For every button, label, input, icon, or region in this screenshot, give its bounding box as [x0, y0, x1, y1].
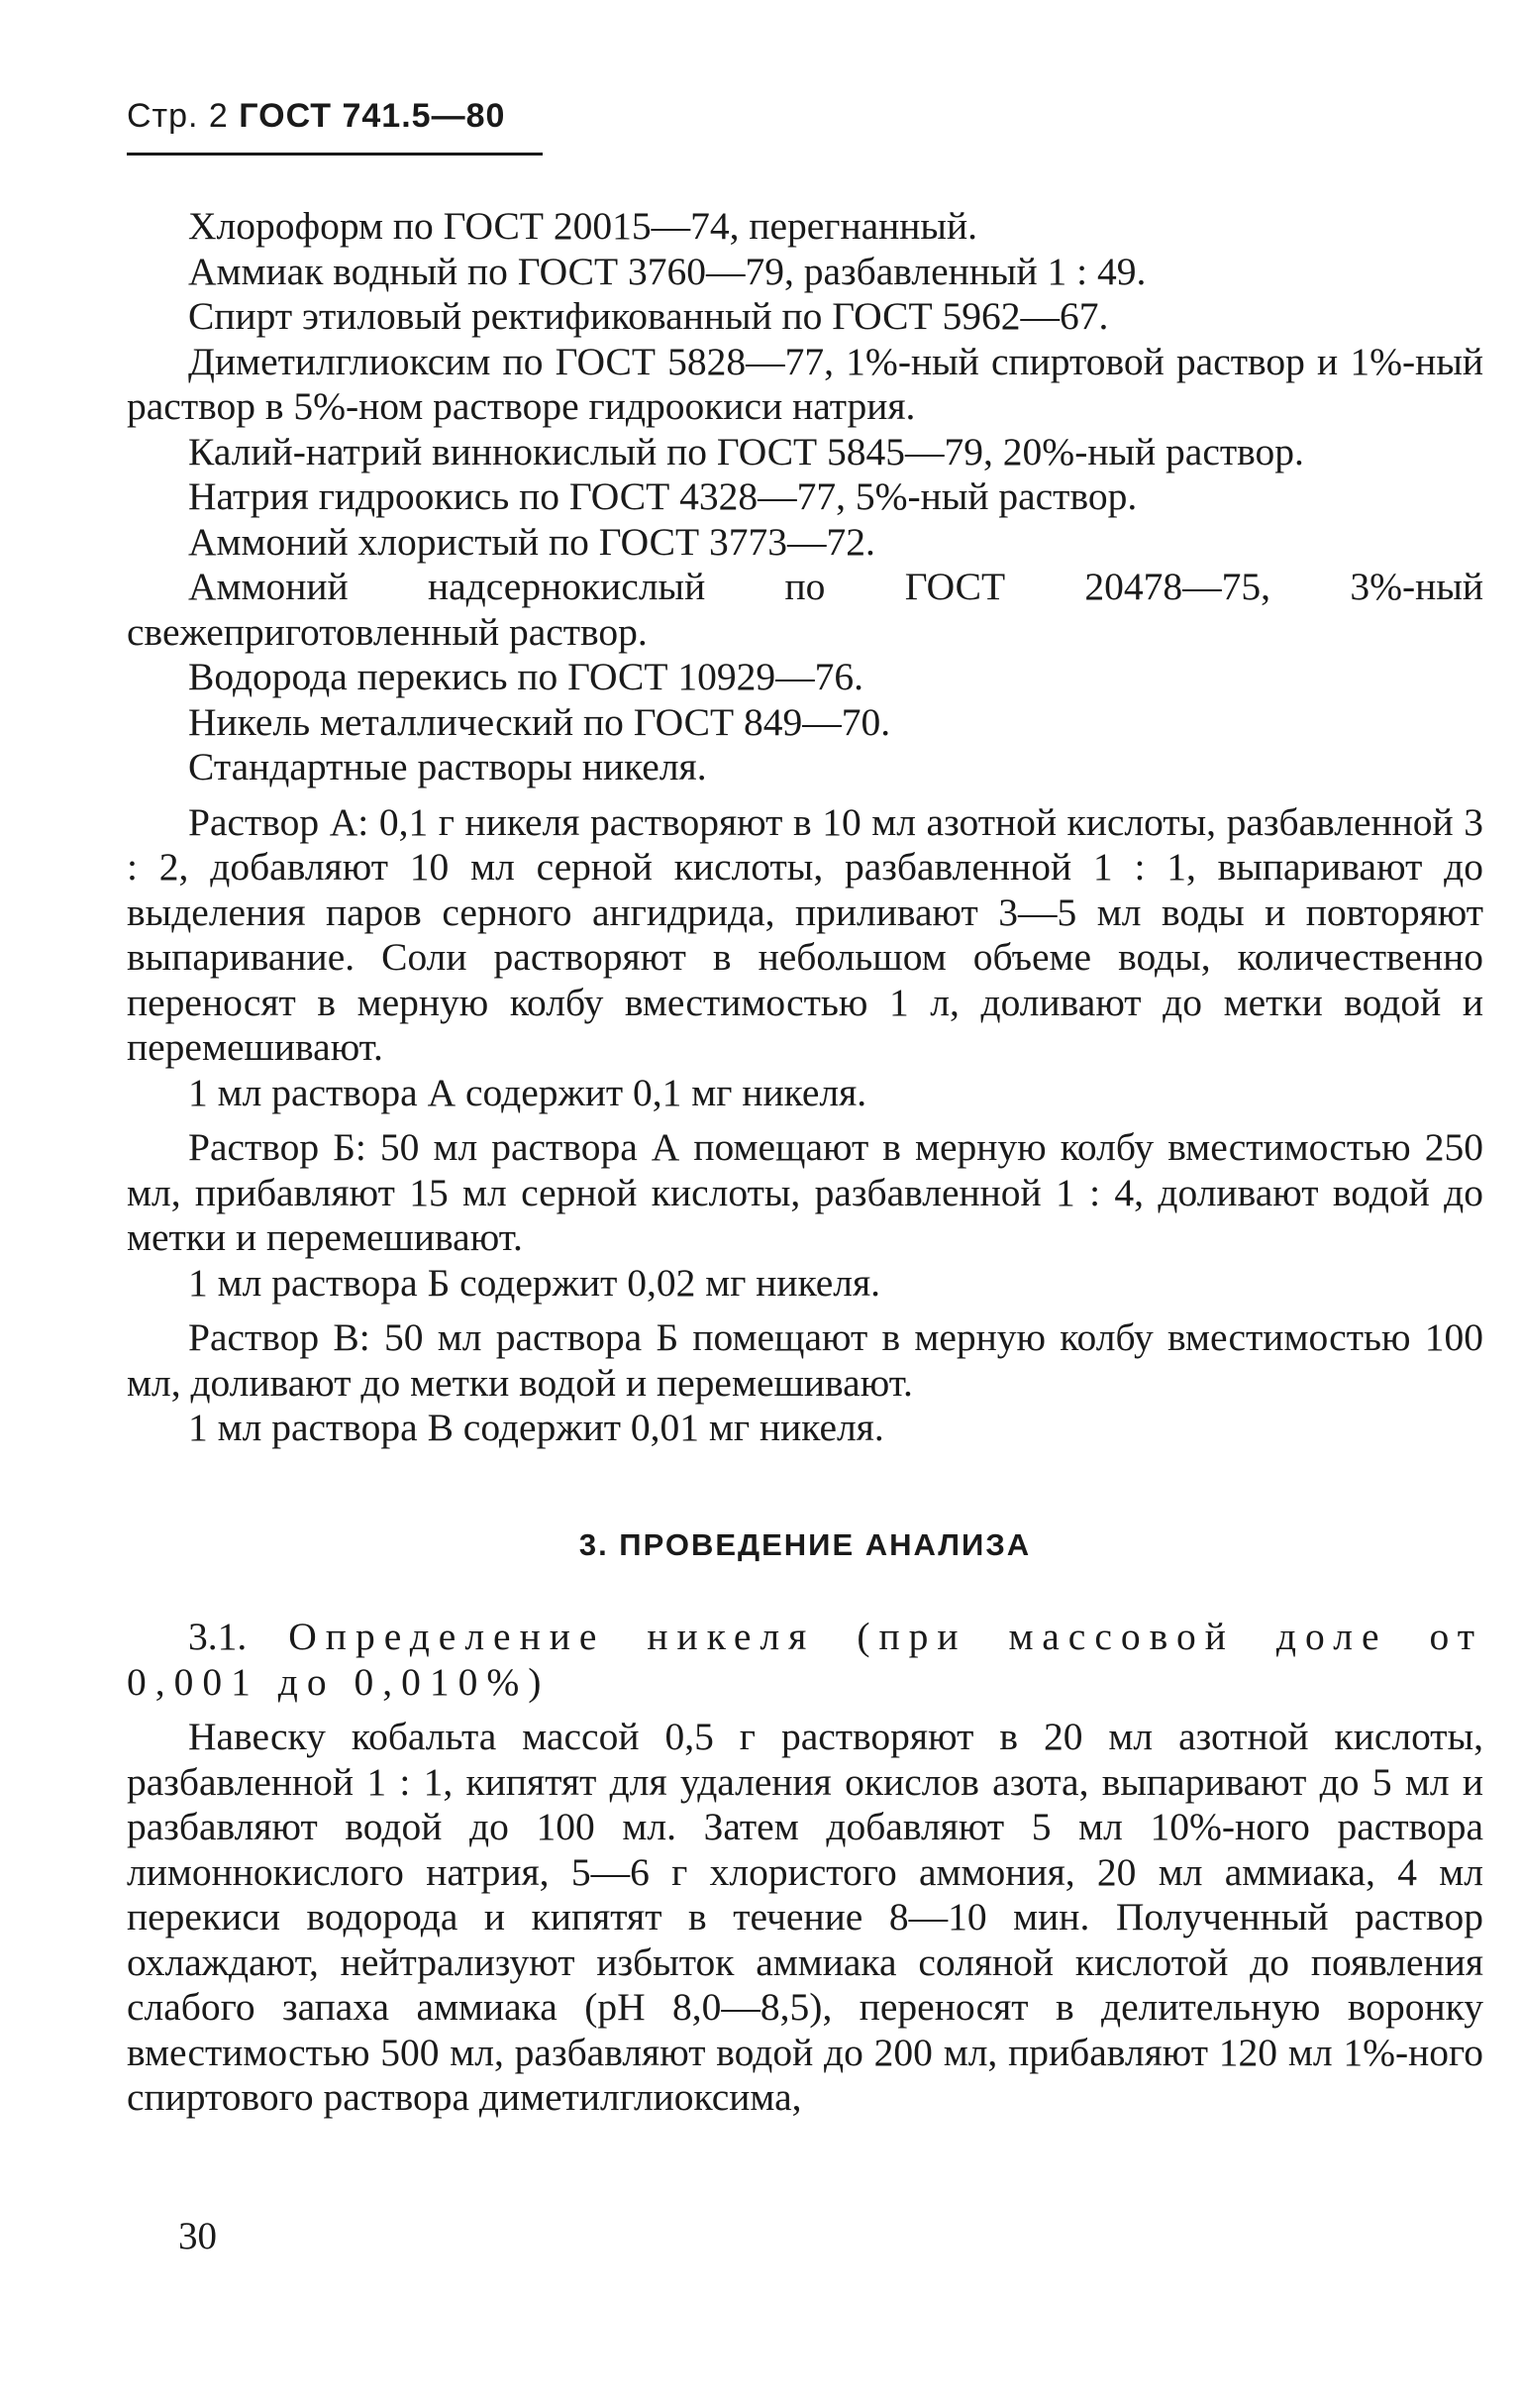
reagent-ethanol: Спирт этиловый ректификованный по ГОСТ 5962—67. — [188, 294, 1109, 338]
reagent-nickel-metal: Никель металлический по ГОСТ 849—70. — [188, 699, 891, 744]
page-label: Стр. 2 — [127, 97, 229, 135]
standard-number: ГОСТ 741.5—80 — [239, 97, 506, 135]
reagent-ammonium-persulfate: Аммоний надсернокислый по ГОСТ 20478—75, 3%-ный свежеприготовленный раствор. — [127, 565, 1483, 654]
procedure-paragraph: Навеску кобальта массой 0,5 г растворяют в 20 мл азотной кислоты, разбавленной 1 : 1, кипятят для удаления окислов азота, выпаривают до 5 мл и разбавляют водой до 100 мл. Затем добавляют 5 мл 10%-ного раствора лимоннокислого натрия, 5—6 г хлористого аммония, 20 мл аммиака, 4 мл перекиси водорода и кипятят в течение 8—10 мин. Полученный раствор охлаждают, нейтрализуют избыток аммиака соляной кислотой до появления слабого запаха аммиака (рН 8,0—8,5), переносят в делительную воронку вместимостью 500 мл, разбавляют водой до 200 мл, прибавляют 120 мл 1%-ного спиртового раствора диметилглиоксима, — [127, 1715, 1483, 2119]
reagent-potassium-sodium-tartrate: Калий-натрий виннокислый по ГОСТ 5845—79, 20%-ный раствор. — [188, 429, 1304, 473]
reagent-standard-solutions: Стандартные растворы никеля. — [188, 745, 707, 788]
subsection-title: Определение никеля (при массовой доле от 0,001 до 0,010%) — [127, 1615, 1483, 1704]
reagent-sodium-hydroxide: Натрия гидроокись по ГОСТ 4328—77, 5%-ный раствор. — [188, 474, 1138, 518]
solution-b-content: 1 мл раствора Б содержит 0,02 мг никеля. — [188, 1260, 881, 1305]
reagent-hydrogen-peroxide: Водорода перекись по ГОСТ 10929—76. — [188, 655, 863, 698]
subsection-heading — [127, 1615, 1483, 1705]
page-number: 30 — [178, 2215, 217, 2257]
reagent-dimethylglyoxime: Диметилглиоксим по ГОСТ 5828—77, 1%-ный спиртовой раствор и 1%-ный раствор в 5%-ном растворе гидроокиси натрия. — [127, 339, 1483, 428]
solution-a-content: 1 мл раствора А содержит 0,1 мг никеля. — [188, 1070, 867, 1114]
solution-v-content: 1 мл раствора В содержит 0,01 мг никеля. — [188, 1406, 884, 1449]
subsection-number: 3.1. — [188, 1615, 248, 1658]
reagent-chloroform: Хлороформ по ГОСТ 20015—74, перегнанный. — [188, 204, 977, 248]
header-rule — [127, 153, 543, 156]
solution-v-preparation: Раствор В: 50 мл раствора Б помещают в мерную колбу вместимостью 100 мл, доливают до метки водой и перемешивают. — [127, 1315, 1483, 1405]
section-title: 3. ПРОВЕДЕНИЕ АНАЛИЗА — [578, 1526, 1032, 1562]
reagent-ammonium-chloride: Аммоний хлористый по ГОСТ 3773—72. — [188, 519, 875, 564]
document-body — [127, 204, 1483, 2121]
running-head — [127, 97, 505, 136]
solution-a-preparation: Раствор А: 0,1 г никеля растворяют в 10 мл азотной кислоты, разбавленной 3 : 2, добавляют 10 мл серной кислоты, разбавленной 1 : 1, выпаривают до выделения паров серного ангидрида, приливают 3—5 мл воды и повторяют выпаривание. Соли растворяют в небольшом объеме воды, количественно переносят в мерную колбу вместимостью 1 л, доливают до метки водой и перемешивают. — [127, 799, 1483, 1069]
solution-b-preparation: Раствор Б: 50 мл раствора А помещают в мерную колбу вместимостью 250 мл, прибавляют 15 мл серной кислоты, разбавленной 1 : 4, доливают водой до метки и перемешивают. — [127, 1125, 1483, 1259]
reagent-ammonia: Аммиак водный по ГОСТ 3760—79, разбавленный 1 : 49. — [188, 249, 1147, 293]
